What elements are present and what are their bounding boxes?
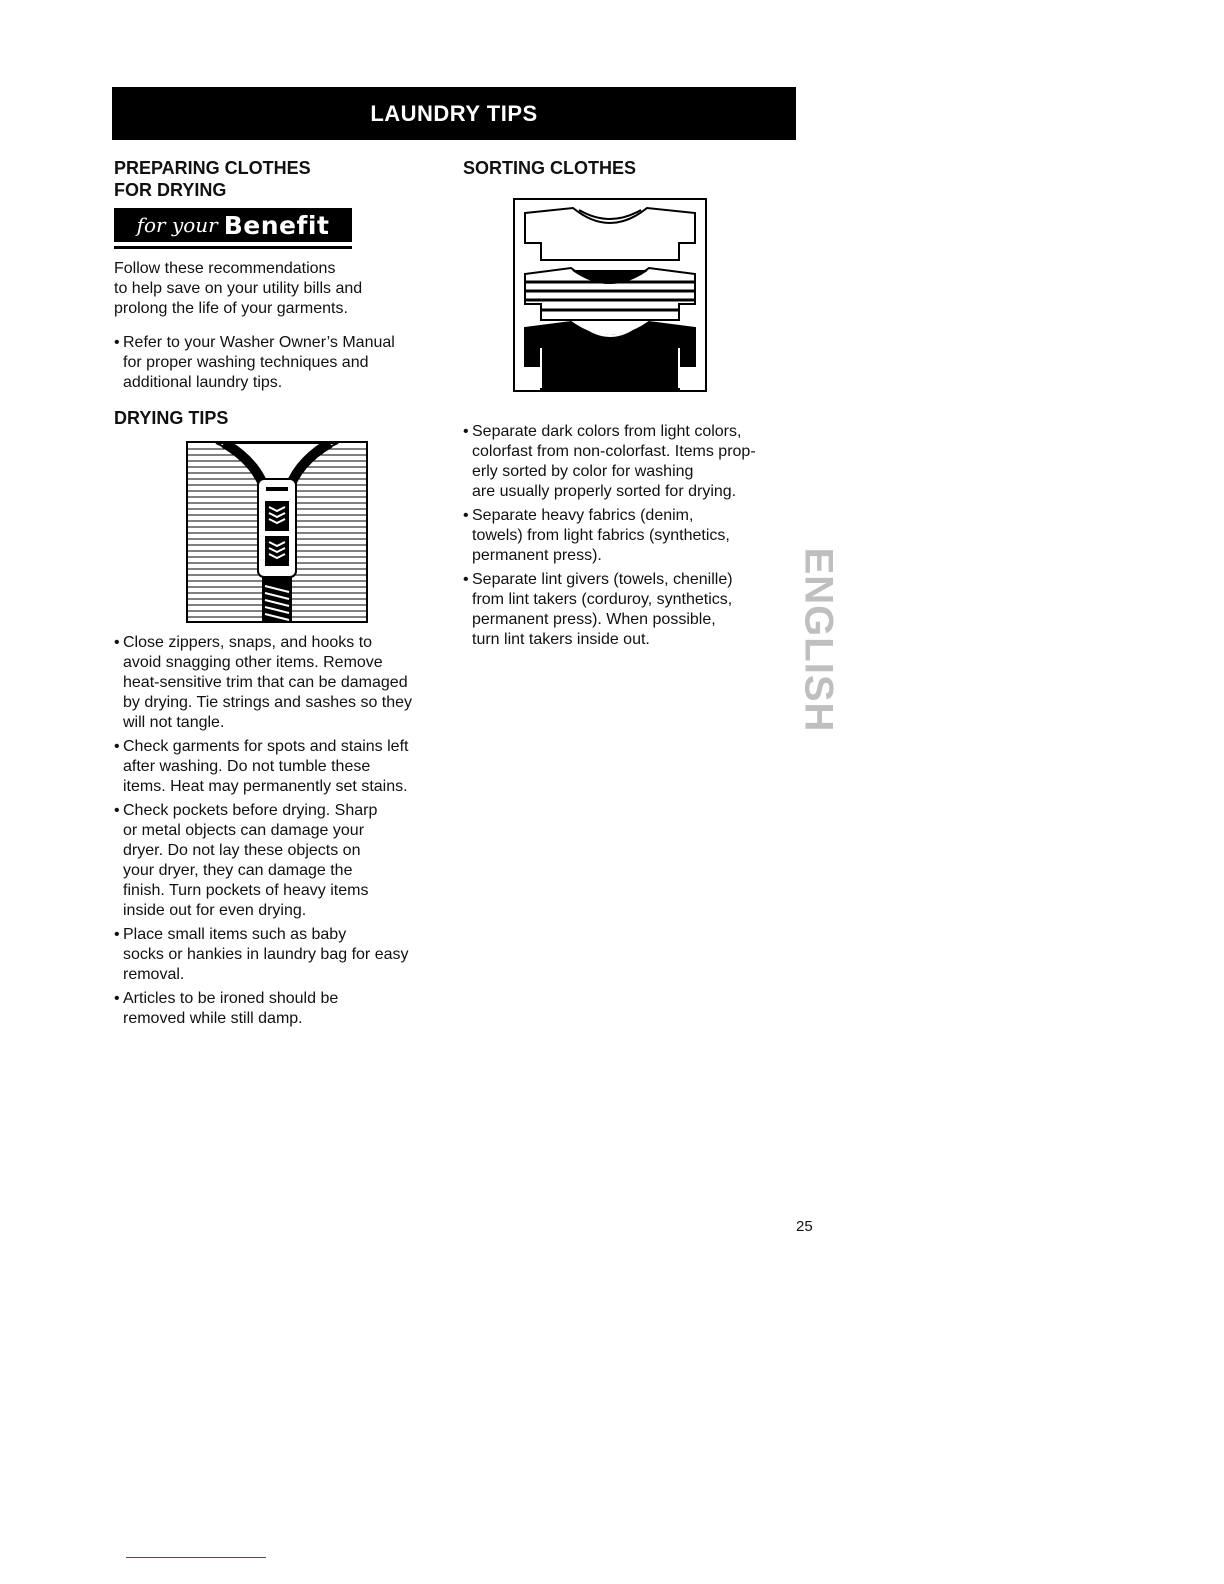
language-label: ENGLISH [796, 547, 841, 733]
preparing-intro: Follow these recommendations to help save on your utility bills and prolong the life of your garments. [114, 260, 363, 317]
footer-rule [126, 1557, 266, 1558]
stacked-shirts-icon [513, 198, 707, 392]
page-number: 25 [796, 1218, 813, 1235]
list-item: • Articles to be ironed should be removed while still damp. [114, 989, 459, 1029]
list-item: • Refer to your Washer Owner’s Manual for proper washing techniques and additional laundry tips. [114, 333, 454, 393]
benefit-word-text: Benefit [223, 210, 330, 240]
drying-tips-heading: DRYING TIPS [114, 408, 229, 428]
list-item: • Separate dark colors from light colors, colorfast from non-colorfast. Items prop- erly sorted by color for washing are usually properly sorted for drying. [463, 422, 808, 502]
preparing-heading-line1: PREPARING CLOTHES [114, 158, 311, 178]
drying-tips-bullet-list [114, 633, 459, 1033]
language-side-tab [792, 547, 844, 733]
for-your-benefit-badge [114, 208, 352, 246]
preparing-heading-line2: FOR DRYING [114, 180, 227, 200]
page-title: LAUNDRY TIPS [370, 100, 538, 126]
zipper-icon [186, 441, 368, 623]
list-item: • Close zippers, snaps, and hooks to avoid snagging other items. Remove heat-sensitive trim that can be damaged by drying. Tie strings and sashes so they will not tangle. [114, 633, 459, 733]
list-item: • Separate lint givers (towels, chenille) from lint takers (corduroy, synthetics, permanent press). When possible, turn lint takers inside out. [463, 570, 808, 650]
benefit-underline [114, 246, 352, 249]
list-item: • Place small items such as baby socks or hankies in laundry bag for easy removal. [114, 925, 459, 985]
list-item: • Check pockets before drying. Sharp or metal objects can damage your dryer. Do not lay these objects on your dryer, they can damage the finish. Turn pockets of heavy items inside out for even drying. [114, 801, 459, 921]
preparing-bullet-list [114, 333, 454, 397]
sorting-heading: SORTING CLOTHES [463, 158, 637, 178]
list-item: • Separate heavy fabrics (denim, towels) from light fabrics (synthetics, permanent press). [463, 506, 808, 566]
benefit-script-text: for your [136, 213, 218, 237]
sorting-bullet-list [463, 422, 808, 654]
page-banner [112, 87, 796, 140]
list-item: • Check garments for spots and stains left after washing. Do not tumble these items. Heat may permanently set stains. [114, 737, 459, 797]
